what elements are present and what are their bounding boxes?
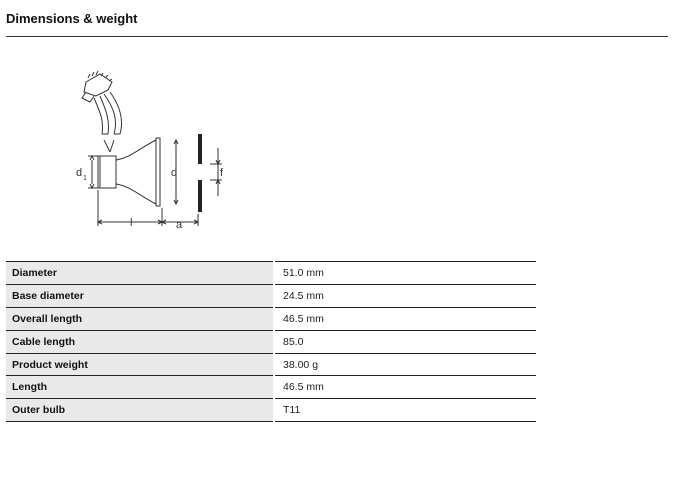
- spec-label: Overall length: [6, 307, 274, 330]
- f-label: f: [220, 167, 224, 179]
- section-divider: [6, 36, 668, 37]
- lamp-dimension-drawing: [70, 68, 240, 233]
- table-row: [6, 330, 536, 353]
- section-title: Dimensions & weight: [6, 11, 138, 26]
- dimension-l-a: [98, 190, 198, 226]
- spec-label: Cable length: [6, 330, 274, 353]
- table-row: [6, 307, 536, 330]
- mounting-plate: [198, 134, 202, 212]
- spec-label: Outer bulb: [6, 399, 274, 422]
- spec-label: Diameter: [6, 262, 274, 285]
- a-label: a: [176, 219, 183, 231]
- specs-table: [6, 261, 536, 422]
- spec-value: T11: [274, 399, 536, 422]
- table-row: [6, 262, 536, 285]
- reflector: [116, 138, 160, 206]
- d1-label: d: [76, 167, 83, 179]
- spec-value: 85.0: [274, 330, 536, 353]
- table-row: [6, 376, 536, 399]
- spec-label: Base diameter: [6, 284, 274, 307]
- table-row: [6, 284, 536, 307]
- spec-label: Length: [6, 376, 274, 399]
- l-label: l: [130, 217, 133, 229]
- d1-subscript: 1: [83, 175, 87, 182]
- spec-value: 24.5 mm: [274, 284, 536, 307]
- spec-label: Product weight: [6, 353, 274, 376]
- spec-value: 38.00 g: [274, 353, 536, 376]
- spec-value: 51.0 mm: [274, 262, 536, 285]
- spec-value: 46.5 mm: [274, 376, 536, 399]
- lamp-base: [98, 156, 116, 188]
- table-row: [6, 399, 536, 422]
- cables: [94, 92, 122, 152]
- connector-plug: [82, 71, 112, 102]
- spec-value: 46.5 mm: [274, 307, 536, 330]
- table-row: [6, 353, 536, 376]
- d-label: d: [171, 167, 178, 179]
